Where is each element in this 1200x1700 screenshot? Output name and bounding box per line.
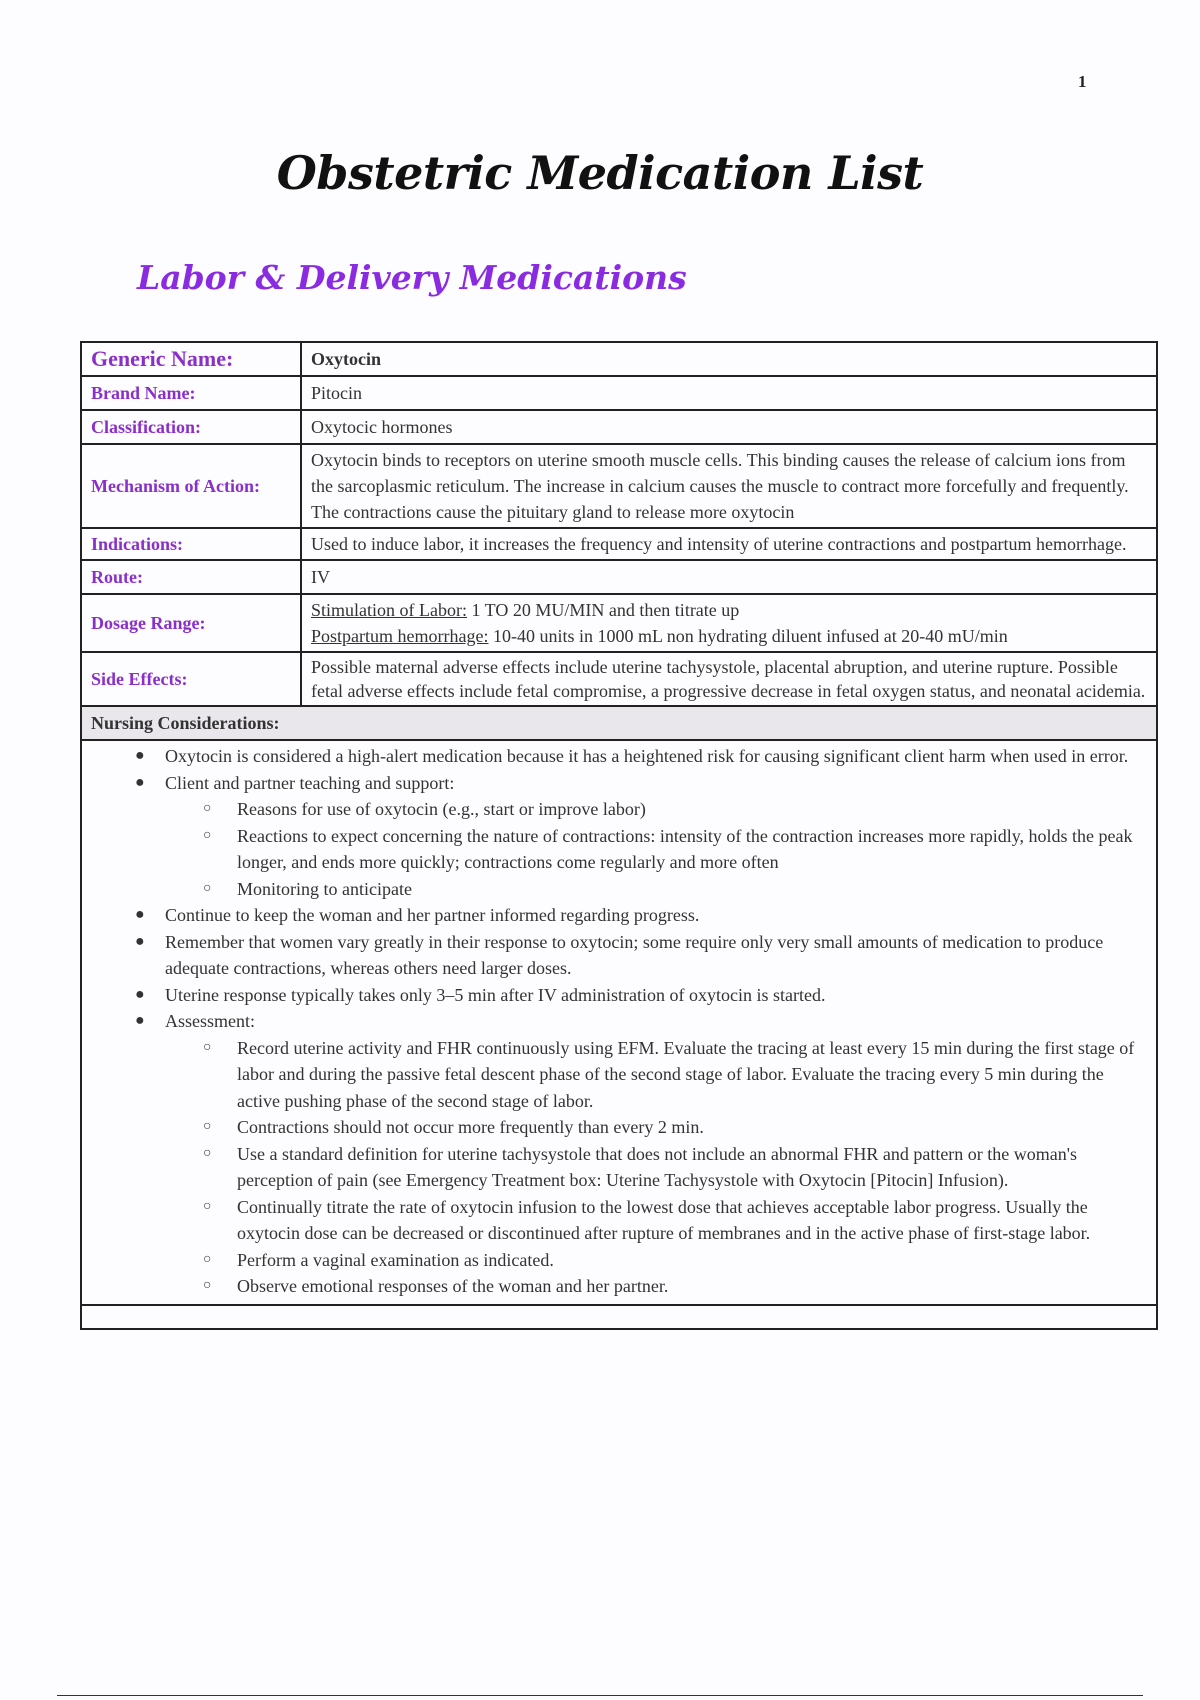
table-row-mechanism (81, 444, 1157, 528)
circle-bullet-icon: ○ (203, 1278, 212, 1293)
list-item-text: Continue to keep the woman and her partner informed regarding progress. (165, 905, 700, 925)
circle-bullet-icon: ○ (203, 1198, 212, 1214)
list-item (91, 982, 1147, 1009)
sub-list-item-text: Perform a vaginal examination as indicated. (237, 1249, 554, 1270)
dosage-line-hemorrhage (311, 623, 1147, 649)
classification-value: Oxytocic hormones (301, 410, 1157, 444)
route-value: IV (301, 560, 1157, 594)
dosage-hemorrhage-value: 10-40 units in 1000 mL non hydrating diluent infused at 20-40 mU/min (488, 626, 1008, 646)
list-item-text: Assessment: (165, 1011, 255, 1031)
sub-list-item (165, 796, 1147, 823)
bullet-icon: ● (135, 1012, 145, 1029)
assessment-sublist (165, 1035, 1147, 1300)
list-item (91, 743, 1147, 770)
document-title: Obstetric Medication List (276, 146, 924, 200)
table-row-dosage (81, 594, 1157, 652)
table-row-brand-name (81, 376, 1157, 410)
nursing-list (91, 743, 1147, 1300)
list-item-text: Uterine response typically takes only 3–5 min after IV administration of oxytocin is started. (165, 984, 826, 1005)
footer-divider (57, 1695, 1143, 1696)
list-item (91, 902, 1147, 929)
medication-table (80, 341, 1158, 1330)
circle-bullet-icon: ○ (203, 880, 212, 896)
circle-bullet-icon: ○ (203, 827, 212, 843)
sub-list-item (165, 876, 1147, 903)
generic-name-label: Generic Name: (81, 342, 301, 376)
table-row-indications (81, 528, 1157, 560)
sub-list-item-text: Contractions should not occur more frequently than every 2 min. (237, 1117, 704, 1137)
list-item (91, 770, 1147, 903)
indications-value: Used to induce labor, it increases the frequency and intensity of uterine contractions and postpartum hemorrhage. (301, 528, 1157, 560)
bullet-icon: ● (135, 985, 145, 1003)
nursing-considerations-label: Nursing Considerations: (81, 706, 1157, 740)
table-row-nursing-body (81, 740, 1157, 1305)
table-row-route (81, 560, 1157, 594)
sub-list-item-text: Continually titrate the rate of oxytocin infusion to the lowest dose that achieves acceptable labor progress. Usually the oxytocin dose can be decreased or discontinued after rupture of membranes and in the active phase of first-stage labor. (237, 1196, 1091, 1243)
sub-list-item (165, 1141, 1147, 1194)
brand-name-label: Brand Name: (81, 376, 301, 410)
bullet-icon: ● (135, 932, 145, 950)
section-heading: Labor & Delivery Medications (137, 258, 687, 297)
classification-label: Classification: (81, 410, 301, 444)
generic-name-value: Oxytocin (301, 342, 1157, 376)
page-number: 1 (1078, 72, 1087, 91)
dosage-labor-label: Stimulation of Labor: (311, 600, 467, 620)
sub-list-item (165, 1114, 1147, 1141)
mechanism-value: Oxytocin binds to receptors on uterine smooth muscle cells. This binding causes the release of calcium ions from the sarcoplasmic reticulum. The increase in calcium causes the muscle to contract more forcefully and frequently. The contractions cause the pituitary gland to release more oxytocin (301, 444, 1157, 528)
indications-label: Indications: (81, 528, 301, 560)
bullet-icon: ● (135, 773, 145, 791)
list-item-text: Oxytocin is considered a high-alert medication because it has a heightened risk for causing significant client harm when used in error. (165, 746, 1129, 766)
circle-bullet-icon: ○ (203, 801, 212, 816)
sub-list-item-text: Use a standard definition for uterine tachysystole that does not include an abnormal FHR and pattern or the woman's perception of pain (see Emergency Treatment box: Uterine Tachysystole with Oxytocin [Pitocin] Infusion). (237, 1143, 1078, 1190)
brand-name-value: Pitocin (301, 376, 1157, 410)
bullet-icon: ● (135, 747, 145, 764)
sub-list-item-text: Observe emotional responses of the woman and her partner. (237, 1276, 669, 1296)
table-row-classification (81, 410, 1157, 444)
circle-bullet-icon: ○ (203, 1119, 212, 1134)
side-effects-value: Possible maternal adverse effects include uterine tachysystole, placental abruption, and uterine rupture. Possible fetal adverse effects include fetal compromise, a progressive decrease in fetal oxygen status, and neonatal acidemia. (301, 652, 1157, 706)
circle-bullet-icon: ○ (203, 1039, 212, 1055)
route-label: Route: (81, 560, 301, 594)
list-item (91, 929, 1147, 982)
sub-list-item (165, 823, 1147, 876)
dosage-value (301, 594, 1157, 652)
circle-bullet-icon: ○ (203, 1251, 212, 1267)
sub-list-item-text: Reactions to expect concerning the nature of contractions: intensity of the contraction increases more rapidly, holds the peak longer, and ends more quickly; contractions come regularly and more often (237, 825, 1133, 872)
table-row-side-effects (81, 652, 1157, 706)
list-item (91, 1008, 1147, 1300)
list-item-text: Client and partner teaching and support: (165, 772, 455, 793)
dosage-line-labor (311, 597, 1147, 623)
dosage-label: Dosage Range: (81, 594, 301, 652)
bullet-icon: ● (135, 906, 145, 923)
side-effects-label: Side Effects: (81, 652, 301, 706)
sub-list-item (165, 1035, 1147, 1115)
mechanism-label: Mechanism of Action: (81, 444, 301, 528)
sub-list-item-text: Monitoring to anticipate (237, 878, 412, 899)
nursing-considerations-body (81, 740, 1157, 1305)
list-item-text: Remember that women vary greatly in their response to oxytocin; some require only very small amounts of medication to produce adequate contractions, whereas others need larger doses. (165, 931, 1104, 978)
table-row-generic-name (81, 342, 1157, 376)
empty-cell (81, 1305, 1157, 1329)
circle-bullet-icon: ○ (203, 1145, 212, 1161)
dosage-labor-value: 1 TO 20 MU/MIN and then titrate up (466, 600, 740, 620)
table-row-empty (81, 1305, 1157, 1329)
dosage-hemorrhage-label: Postpartum hemorrhage: (311, 626, 489, 646)
sub-list-item (165, 1247, 1147, 1274)
table-row-nursing-header (81, 706, 1157, 740)
sub-list-item (165, 1273, 1147, 1300)
sub-list-item-text: Record uterine activity and FHR continuously using EFM. Evaluate the tracing at least every 15 min during the first stage of labor and during the passive fetal descent phase of the second stage of labor. Evaluate the tracing every 5 min during the active pushing phase of the second stage of labor. (237, 1037, 1135, 1111)
sub-list-item-text: Reasons for use of oxytocin (e.g., start or improve labor) (237, 799, 646, 819)
teaching-sublist (165, 796, 1147, 902)
sub-list-item (165, 1194, 1147, 1247)
